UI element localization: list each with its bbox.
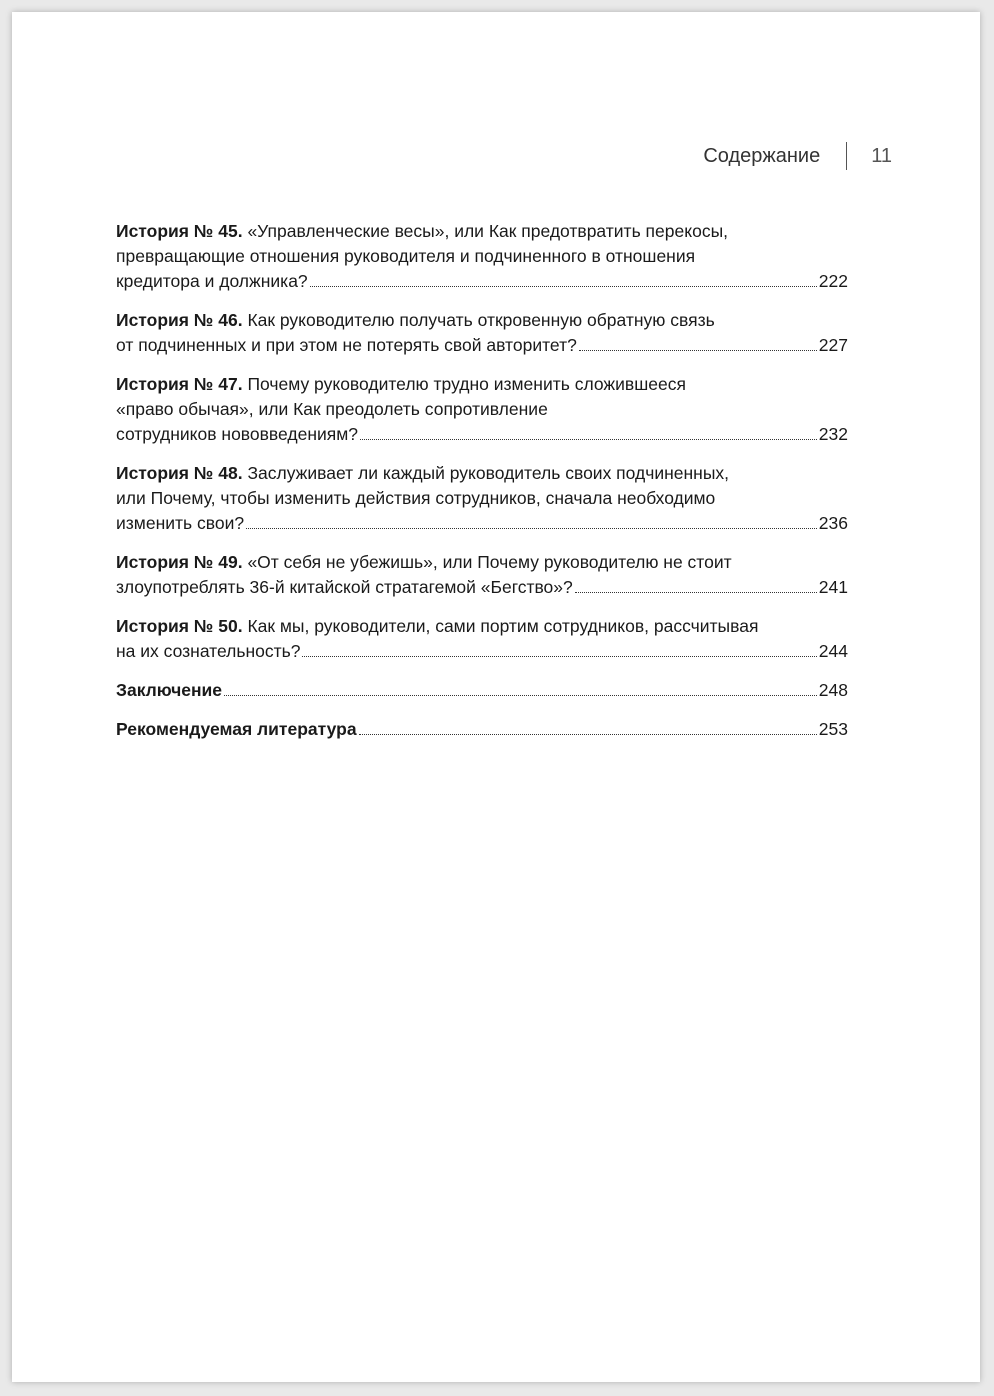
toc-entry-label: История № 48. — [116, 463, 243, 483]
toc-entry-label: Рекомендуемая литература — [116, 719, 357, 739]
toc-entry-title: «От себя не убежишь», или Почему руководителю не стоит — [247, 552, 732, 572]
toc-entry-line — [116, 486, 848, 511]
toc-entry-line — [116, 614, 848, 639]
toc-page-number: 241 — [818, 577, 848, 597]
toc-entry-title: Как руководителю получать откровенную обратную связь — [247, 310, 715, 330]
toc-entry-label: История № 46. — [116, 310, 243, 330]
toc-entry-title: «Управленческие весы», или Как предотвратить перекосы, — [247, 221, 729, 241]
toc-entry-line — [116, 219, 848, 244]
toc-entry-text — [116, 488, 715, 508]
toc-page-number: 253 — [818, 719, 848, 739]
toc-entry-line — [116, 308, 848, 333]
book-page — [12, 12, 980, 1382]
toc-page-number: 227 — [818, 335, 848, 355]
toc-entry-text — [116, 463, 729, 483]
toc-entry-title: злоупотреблять 36-й китайской стратагемой «Бегство»? — [116, 577, 573, 597]
toc-entry-label: История № 49. — [116, 552, 243, 572]
toc-entry-text — [116, 422, 358, 447]
toc-entry-title: на их сознательность? — [116, 641, 301, 661]
toc-entry — [116, 614, 848, 664]
toc-entry — [116, 308, 848, 358]
toc-leader-dots — [246, 528, 817, 529]
toc-leader-dots — [302, 656, 816, 657]
toc-entry-text — [116, 575, 573, 600]
toc-entry — [116, 372, 848, 447]
toc-entry-title: Как мы, руководители, сами портим сотрудников, рассчитывая — [247, 616, 759, 636]
toc-entry-label: Заключение — [116, 680, 223, 700]
toc-entry-text — [116, 552, 732, 572]
toc-leader-dots — [359, 734, 817, 735]
toc-entry-text — [116, 639, 300, 664]
toc-entry-text — [116, 678, 222, 703]
toc-entry — [116, 550, 848, 600]
toc-entry-title: «право обычая», или Как преодолеть сопротивление — [116, 399, 548, 419]
toc-entry — [116, 461, 848, 536]
toc-entry-line — [116, 422, 848, 447]
toc-entry-text — [116, 616, 758, 636]
toc-entry-text — [116, 269, 308, 294]
toc-leader-dots — [579, 350, 817, 351]
toc-entry-title: Почему руководителю трудно изменить сложившееся — [247, 374, 686, 394]
toc-entry-text — [116, 221, 728, 241]
toc-entry-title: Заслуживает ли каждый руководитель своих подчиненных, — [247, 463, 730, 483]
toc-entry — [116, 219, 848, 294]
toc-entry-line — [116, 511, 848, 536]
toc-entry-text — [116, 333, 577, 358]
toc-entry-title: сотрудников нововведениям? — [116, 424, 359, 444]
toc-entry-text — [116, 717, 357, 742]
toc-page-number: 222 — [818, 271, 848, 291]
toc-entry-label: История № 50. — [116, 616, 243, 636]
toc-entry-line — [116, 461, 848, 486]
toc-leader-dots — [224, 695, 817, 696]
toc-entry-line — [116, 575, 848, 600]
toc-entry-title: от подчиненных и при этом не потерять свой авторитет? — [116, 335, 577, 355]
toc-page-number: 232 — [818, 424, 848, 444]
toc-leader-dots — [575, 592, 817, 593]
toc-page-number: 244 — [818, 641, 848, 661]
toc-page-number: 236 — [818, 513, 848, 533]
toc-entry-label: История № 47. — [116, 374, 243, 394]
toc-entry-title: превращающие отношения руководителя и подчиненного в отношения — [116, 246, 696, 266]
table-of-contents — [116, 219, 848, 756]
toc-entry — [116, 717, 848, 742]
toc-entry-title: кредитора и должника? — [116, 271, 308, 291]
toc-entry-line — [116, 372, 848, 397]
page-number: 11 — [871, 144, 892, 167]
toc-entry-text — [116, 511, 244, 536]
toc-entry-line — [116, 269, 848, 294]
toc-entry-line — [116, 639, 848, 664]
toc-entry-label: История № 45. — [116, 221, 243, 241]
toc-entry-title: изменить свои? — [116, 513, 245, 533]
toc-entry-line — [116, 678, 848, 703]
toc-entry-line — [116, 550, 848, 575]
toc-page-number: 248 — [818, 680, 848, 700]
toc-entry — [116, 678, 848, 703]
toc-entry-text — [116, 399, 548, 419]
toc-leader-dots — [360, 439, 817, 440]
running-header — [703, 142, 892, 170]
toc-entry-line — [116, 397, 848, 422]
toc-entry-text — [116, 246, 695, 266]
toc-entry-text — [116, 310, 715, 330]
toc-entry-text — [116, 374, 686, 394]
toc-entry-line — [116, 717, 848, 742]
toc-entry-line — [116, 244, 848, 269]
section-title: Содержание — [703, 144, 821, 167]
toc-entry-line — [116, 333, 848, 358]
toc-entry-title: или Почему, чтобы изменить действия сотрудников, сначала необходимо — [116, 488, 716, 508]
header-divider — [846, 142, 847, 170]
toc-leader-dots — [310, 286, 817, 287]
